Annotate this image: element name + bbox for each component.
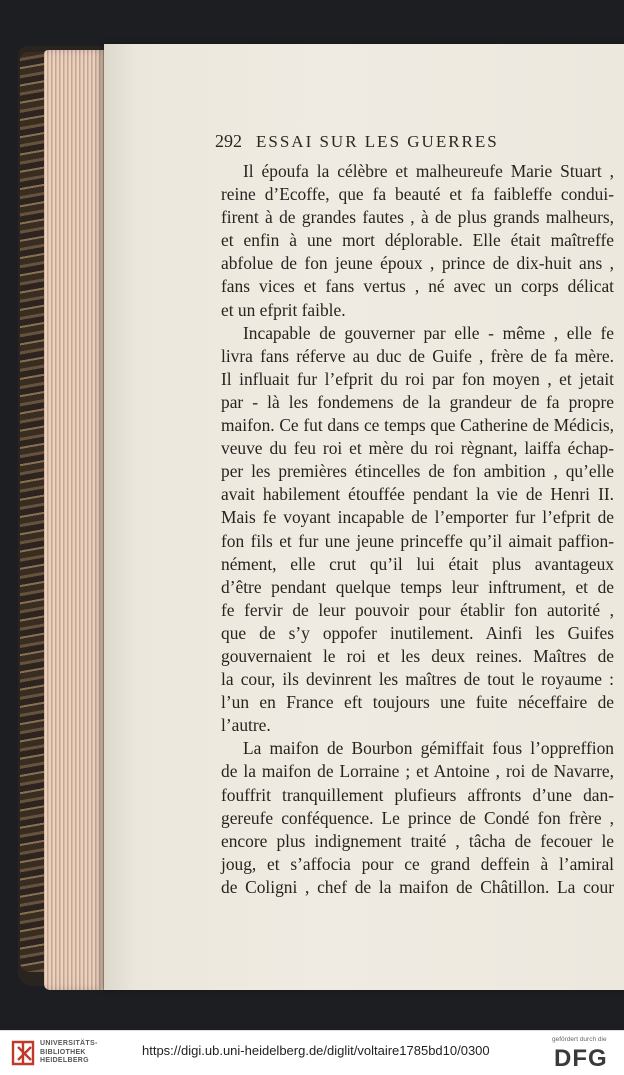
text-line: gouvernaient le roi et les deux reines. Maîtres de [221, 645, 614, 666]
text-line: de la maifon de Lorraine ; et Antoine , roi de Navarre, [221, 761, 614, 782]
text-line: maifon. Ce fut dans ce temps que Catherine de Médicis, [221, 415, 614, 436]
text-line: et un efprit faible. [221, 299, 346, 320]
page-body-text [221, 160, 614, 899]
page-number: 292 [215, 131, 242, 151]
text-line: joug, et s’affocia pour ce grand deffein à l’amiral [221, 853, 614, 874]
footer-bar [0, 1030, 624, 1075]
text-line: La maifon de Bourbon gémiffait fous l’oppreffion [243, 738, 614, 759]
text-line: d’être pendant quelque temps leur inftrument, et de [221, 576, 614, 597]
text-line: Incapable de gouverner par elle - même , elle fe [243, 322, 614, 343]
text-line: abfolue de fon jeune époux , prince de dix-huit ans , [221, 253, 614, 274]
text-line: veuve du feu roi et mère du roi règnant, laiffa échap- [221, 438, 614, 459]
text-line: avait habilement étouffée pendant la vie de Henri II. [221, 484, 614, 505]
text-line: fouffrit tranquillement plufieurs affronts d’une dan- [221, 784, 614, 805]
text-line: encore plus indignement traité , tâcha de fecouer le [221, 830, 614, 851]
text-line: firent à de grandes fautes , à de plus grands malheurs, [221, 207, 614, 228]
text-line: la cour, ils devinrent les maîtres de tout le royaume : [221, 669, 614, 690]
text-line: nément, elle crut qu’il lui était plus avantageux [221, 553, 614, 574]
library-name: UNIVERSITÄTS- BIBLIOTHEK HEIDELBERG [40, 1040, 98, 1064]
library-logo-icon[interactable] [10, 1038, 36, 1068]
funding-note: gefördert durch die [552, 1036, 607, 1043]
text-line: livra fans réferve au duc de Guife , frère de fa mère. [221, 345, 614, 366]
text-line: Il influait fur l’efprit du roi par fon moyen , et jetait [221, 368, 614, 389]
text-line: l’autre. [221, 715, 271, 736]
permalink-url[interactable]: https://digi.ub.uni-heidelberg.de/diglit/voltaire1785bd10/0300 [142, 1043, 490, 1058]
running-header [215, 131, 595, 155]
dfg-logo[interactable]: DFG [554, 1045, 608, 1072]
text-line: et enfin à une mort déplorable. Elle était maîtreffe [221, 230, 614, 251]
text-line: Mais fe voyant incapable de l’emporter fur l’efprit de [221, 507, 614, 528]
text-line: fe fervir de leur pouvoir pour établir fon autorité , [221, 599, 614, 620]
text-line: par - là les fondemens de la grandeur de fa propre [221, 391, 614, 412]
text-line: Il époufa la célèbre et malheureufe Marie Stuart , [243, 161, 614, 181]
text-line: gereufe conféquence. Le prince de Condé fon frère , [221, 807, 614, 828]
text-line: l’un en France eft toujours une fuite néceffaire de [221, 692, 614, 713]
text-line: per les premières étincelles de fon ambition , qu’elle [221, 461, 614, 482]
text-line: que de s’y oppofer inutilement. Ainfi les Guifes [221, 622, 614, 643]
text-line: de Coligni , chef de la maifon de Châtillon. La cour [221, 876, 614, 897]
text-line: fans vices et fans vertus , né avec un corps délicat [221, 276, 614, 297]
running-title: ESSAI SUR LES GUERRES [256, 132, 499, 151]
page-edges [44, 50, 108, 990]
text-line: reine d’Ecoffe, que fa beauté et fa faibleffe condui- [221, 184, 614, 205]
text-line: fon fils et fur une jeune princeffe qu’il aimait paffion- [221, 530, 614, 551]
